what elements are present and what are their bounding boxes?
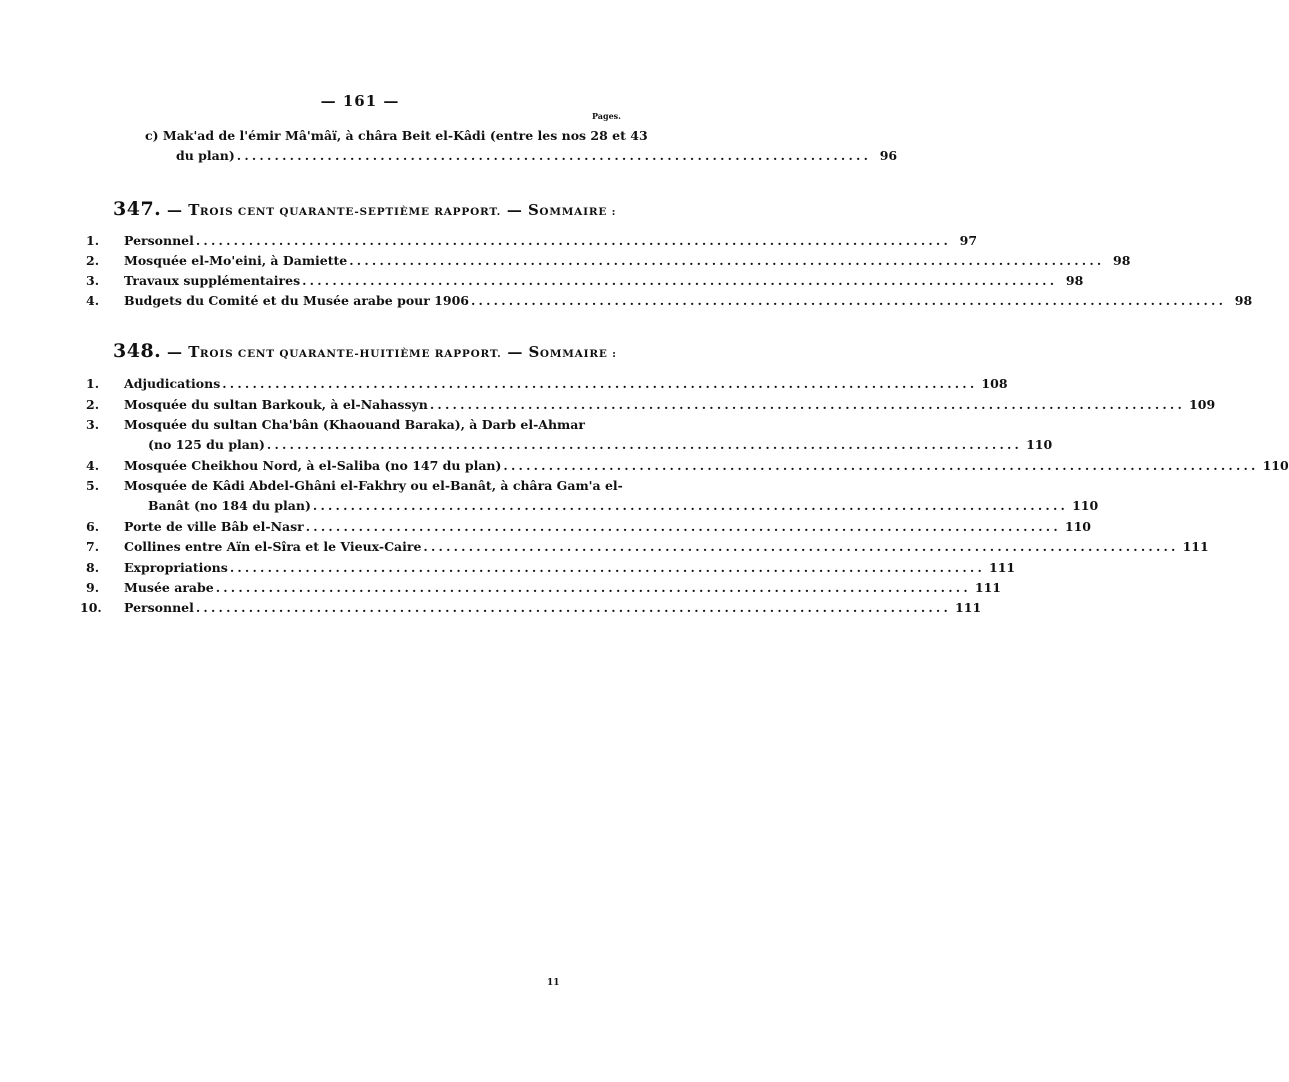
item-page: 110 xyxy=(1064,519,1091,534)
item-page: 98 xyxy=(1065,273,1084,288)
item-text: Musée arabe xyxy=(124,580,214,595)
item-page: 108 xyxy=(981,376,1008,391)
item-number: 5. xyxy=(86,478,100,493)
dot-leader: .................................................................................................... xyxy=(503,458,1259,473)
section-348-title-dash: — S xyxy=(501,343,540,361)
section-348-title-prefix: — T xyxy=(167,343,200,361)
item-number: 3. xyxy=(86,273,100,288)
item-number: 9. xyxy=(86,580,100,595)
item-text: Expropriations xyxy=(124,560,228,575)
section-347-title-prefix: — T xyxy=(167,201,200,219)
item-page: 111 xyxy=(955,600,982,615)
section-348-heading xyxy=(113,340,617,362)
dot-leader: .................................................................................................... xyxy=(195,233,952,248)
item-number: 3. xyxy=(86,417,100,432)
item-page: 111 xyxy=(974,580,1001,595)
dot-leader: .................................................................................................... xyxy=(195,600,952,615)
section-348-number: 348. xyxy=(113,340,162,362)
item-text: Mosquée de Kâdi Abdel-Ghâni el-Fakhry ou el-Banât, à châra Gam'a el- xyxy=(124,478,623,493)
item-text-cont: Banât (no 184 du plan) xyxy=(148,498,311,513)
item-number: 4. xyxy=(86,458,100,473)
toc-item xyxy=(86,537,1209,557)
item-text: Personnel xyxy=(124,233,194,248)
dot-leader: .................................................................................................... xyxy=(470,293,1227,308)
intro-entry-text-cont: du plan) xyxy=(176,148,235,163)
item-page: 98 xyxy=(1113,253,1131,268)
section-347-heading xyxy=(113,198,616,220)
item-text: Mosquée Cheikhou Nord, à el-Saliba (no 147 du plan) xyxy=(124,458,502,473)
item-page: 110 xyxy=(1072,498,1099,513)
item-text: Budgets du Comité et du Musée arabe pour 1906 xyxy=(124,293,469,308)
item-text: Personnel xyxy=(124,600,194,615)
item-page: 109 xyxy=(1189,397,1216,412)
item-page: 97 xyxy=(959,233,978,248)
toc-item xyxy=(86,415,624,435)
dot-leader: .................................................................................................... xyxy=(302,273,1058,288)
dot-leader: .................................................................................................... xyxy=(423,539,1179,554)
toc-item xyxy=(86,578,1001,598)
section-347-title-dash: — S xyxy=(501,201,540,219)
dot-leader: .................................................................................................... xyxy=(215,580,971,595)
item-text: Mosquée du sultan Cha'bân (Khaouand Baraka), à Darb el-Ahmar xyxy=(124,417,585,432)
page-number: — 161 — xyxy=(320,92,400,110)
item-number: 6. xyxy=(86,519,100,534)
item-text: Collines entre Aïn el-Sîra et le Vieux-Caire xyxy=(124,539,422,554)
item-number: 4. xyxy=(86,293,100,308)
toc-item xyxy=(86,374,1008,394)
item-page: 111 xyxy=(1182,539,1209,554)
item-number: 7. xyxy=(86,539,100,554)
intro-entry-page: 96 xyxy=(879,148,898,163)
item-number: 1. xyxy=(86,376,100,391)
item-text: Travaux supplémentaires xyxy=(124,273,301,288)
toc-item xyxy=(86,251,1131,271)
item-number: 8. xyxy=(86,560,100,575)
item-number: 10. xyxy=(80,600,102,615)
dot-leader: .................................................................................................... xyxy=(222,376,978,391)
dot-leader: .................................................................................................... xyxy=(305,519,1061,534)
item-page: 110 xyxy=(1026,437,1053,452)
item-number: 2. xyxy=(86,397,100,412)
item-page: 111 xyxy=(989,560,1016,575)
page-folio: 11 xyxy=(547,978,560,988)
toc-item xyxy=(86,271,1084,291)
toc-item-continuation xyxy=(148,496,1099,516)
toc-item xyxy=(86,395,1216,415)
toc-item xyxy=(86,476,624,496)
intro-entry-line2 xyxy=(176,146,898,166)
toc-item xyxy=(80,598,982,618)
item-number: 1. xyxy=(86,233,100,248)
dot-leader: .................................................................................................... xyxy=(349,253,1105,268)
dot-leader: .................................................................................................... xyxy=(429,397,1186,412)
section-347-title: ROIS CENT QUARANTE-SEPTIÈME RAPPORT. xyxy=(199,206,502,218)
item-text: Mosquée el-Mo'eini, à Damiette xyxy=(124,253,348,268)
dot-leader: .................................................................................... xyxy=(236,148,872,163)
item-text: Porte de ville Bâb el-Nasr xyxy=(124,519,304,534)
section-348-title: ROIS CENT QUARANTE-HUITIÈME RAPPORT. xyxy=(199,348,502,360)
dot-leader: .................................................................................................... xyxy=(266,437,1023,452)
toc-item xyxy=(86,231,978,251)
toc-item-continuation xyxy=(148,435,1053,455)
item-text: Adjudications xyxy=(124,376,221,391)
intro-entry-line1 xyxy=(145,126,648,146)
pages-column-label: Pages. xyxy=(592,111,621,121)
section-347-number: 347. xyxy=(113,198,162,220)
item-page: 110 xyxy=(1262,458,1289,473)
dot-leader: .................................................................................................... xyxy=(229,560,985,575)
section-347-title-end: OMMAIRE : xyxy=(539,206,617,218)
item-text-cont: (no 125 du plan) xyxy=(148,437,265,452)
item-page: 98 xyxy=(1234,293,1253,308)
toc-item xyxy=(86,558,1016,578)
toc-item xyxy=(86,456,1289,476)
section-348-title-end: OMMAIRE : xyxy=(539,348,617,360)
intro-entry-text: c) Mak'ad de l'émir Mâ'mâï, à châra Beit el-Kâdi (entre les nos 28 et 43 xyxy=(145,128,648,143)
toc-item xyxy=(86,517,1091,537)
item-text: Mosquée du sultan Barkouk, à el-Nahassyn xyxy=(124,397,428,412)
toc-item xyxy=(86,291,1253,311)
item-number: 2. xyxy=(86,253,100,268)
dot-leader: .................................................................................................... xyxy=(312,498,1069,513)
